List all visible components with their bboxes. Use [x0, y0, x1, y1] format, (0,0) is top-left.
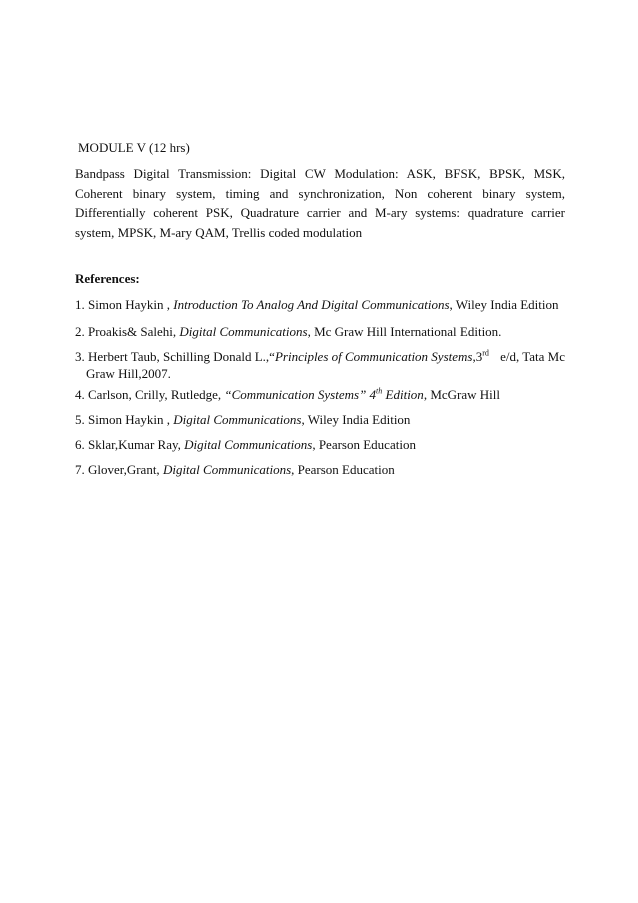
reference-item-3: [75, 348, 565, 382]
reference-text: , Wiley India Edition: [301, 412, 411, 427]
reference-text: , Pearson Education: [312, 437, 416, 452]
reference-text: , Mc Graw Hill International Edition.: [307, 324, 502, 339]
reference-line: [75, 348, 565, 365]
reference-text: 7. Glover,Grant,: [75, 462, 163, 477]
reference-text: 3. Herbert Taub, Schilling Donald L.,“: [75, 349, 275, 364]
reference-item-6: [75, 436, 565, 453]
reference-text: 1. Simon Haykin ,: [75, 297, 174, 312]
module-description: Bandpass Digital Transmission: Digital CW Modulation: ASK, BFSK, BPSK, MSK, Coherent binary system, timing and synchronization, Non coherent binary system, Differentially coherent PSK, Quadrature carrier and M-ary systems: quadrature carrier system, MPSK, M-ary QAM, Trellis coded modulation: [75, 166, 565, 240]
reference-text: 4. Carlson, Crilly, Rutledge,: [75, 387, 225, 402]
reference-text: ,3: [472, 349, 483, 364]
reference-title: Principles of Communication Systems: [274, 349, 473, 364]
reference-title: Digital Communications: [184, 437, 313, 452]
reference-title: [224, 387, 423, 402]
reference-text: 2. Proakis& Salehi,: [75, 324, 180, 339]
reference-text: Graw Hill,2007.: [86, 366, 171, 381]
reference-text: , McGraw Hill: [423, 387, 500, 402]
reference-text: e/d, Tata Mc: [500, 349, 565, 364]
reference-title: Digital Communications: [179, 324, 308, 339]
reference-text: 5. Simon Haykin ,: [75, 412, 174, 427]
reference-title-text: Edition: [382, 387, 424, 402]
reference-item-5: [75, 411, 565, 428]
reference-text: , Wiley India Edition: [449, 297, 559, 312]
reference-superscript: th: [376, 386, 383, 396]
reference-title-text: “Communication Systems” 4: [224, 387, 377, 402]
reference-title: Digital Communications: [162, 462, 292, 477]
reference-text: , Pearson Education: [291, 462, 395, 477]
reference-text: 6. Sklar,Kumar Ray,: [75, 437, 185, 452]
reference-superscript: rd: [482, 348, 489, 358]
references-heading: References:: [75, 271, 140, 286]
reference-line-start: [75, 348, 489, 365]
module-heading: MODULE V (12 hrs): [78, 140, 190, 155]
reference-item-2: [75, 323, 565, 340]
reference-title: Digital Communications: [173, 412, 302, 427]
reference-item-4: [75, 386, 565, 403]
reference-item-1: [75, 296, 565, 313]
reference-item-7: [75, 461, 565, 478]
reference-title: Introduction To Analog And Digital Communications: [173, 297, 450, 312]
